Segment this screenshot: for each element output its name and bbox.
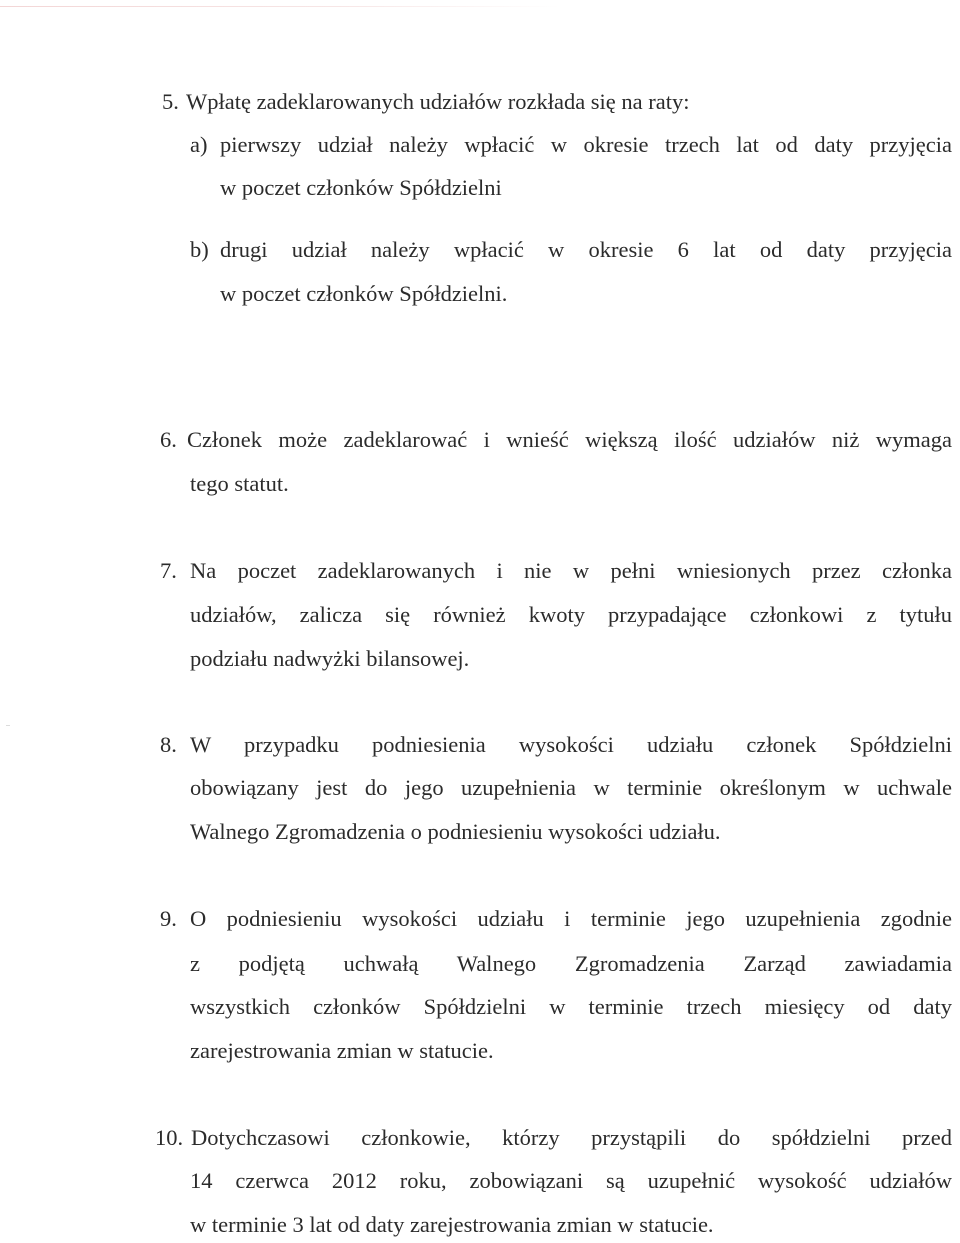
item-text-line: z podjętą uchwałą Walnego Zgromadzenia Zarząd zawiadamia bbox=[190, 951, 952, 976]
item-text-line: pierwszy udział należy wpłacić w okresie trzech lat od daty przyjęcia bbox=[220, 132, 952, 157]
item-text-line: zarejestrowania zmian w statucie. bbox=[190, 1038, 494, 1063]
item-text-line: W przypadku podniesienia wysokości udziału członek Spółdzielni bbox=[190, 732, 952, 757]
item-text-line: podziału nadwyżki bilansowej. bbox=[190, 646, 470, 671]
item-text-line: obowiązany jest do jego uzupełnienia w terminie określonym w uchwale bbox=[190, 775, 952, 800]
item-text-line: Walnego Zgromadzenia o podniesieniu wysokości udziału. bbox=[190, 819, 721, 844]
item-text-line: w terminie 3 lat od daty zarejestrowania zmian w statucie. bbox=[190, 1212, 714, 1237]
item-text-line: Na poczet zadeklarowanych i nie w pełni wniesionych przez członka bbox=[190, 558, 952, 583]
sub-item-label: a) bbox=[190, 132, 208, 157]
item-text-line: w poczet członków Spółdzielni bbox=[220, 175, 502, 200]
sub-item-label: b) bbox=[190, 237, 209, 262]
item-text-line: Dotychczasowi członkowie, którzy przystąpili do spółdzielni przed bbox=[191, 1125, 952, 1150]
item-number: 7. bbox=[160, 558, 177, 583]
item-text-line: w poczet członków Spółdzielni. bbox=[220, 281, 508, 306]
item-text-line: 14 czerwca 2012 roku, zobowiązani są uzupełnić wysokość udziałów bbox=[190, 1168, 952, 1193]
item-text-line: wszystkich członków Spółdzielni w terminie trzech miesięcy od daty bbox=[190, 994, 952, 1019]
item-number: 6. bbox=[160, 427, 177, 452]
item-number: 10. bbox=[155, 1125, 184, 1150]
item-text-line: udziałów, zalicza się również kwoty przypadające członkowi z tytułu bbox=[190, 602, 952, 627]
item-text-line: tego statut. bbox=[190, 471, 289, 496]
item-number: 8. bbox=[160, 732, 177, 757]
item-text-line: Członek może zadeklarować i wnieść większą ilość udziałów niż wymaga bbox=[187, 427, 952, 452]
item-text-line: drugi udział należy wpłacić w okresie 6 lat od daty przyjęcia bbox=[220, 237, 952, 262]
item-number: 9. bbox=[160, 906, 177, 931]
item-text-line: Wpłatę zadeklarowanych udziałów rozkłada się na raty: bbox=[186, 89, 690, 114]
item-text-line: O podniesieniu wysokości udziału i terminie jego uzupełnienia zgodnie bbox=[190, 906, 952, 931]
item-number: 5. bbox=[162, 89, 179, 114]
